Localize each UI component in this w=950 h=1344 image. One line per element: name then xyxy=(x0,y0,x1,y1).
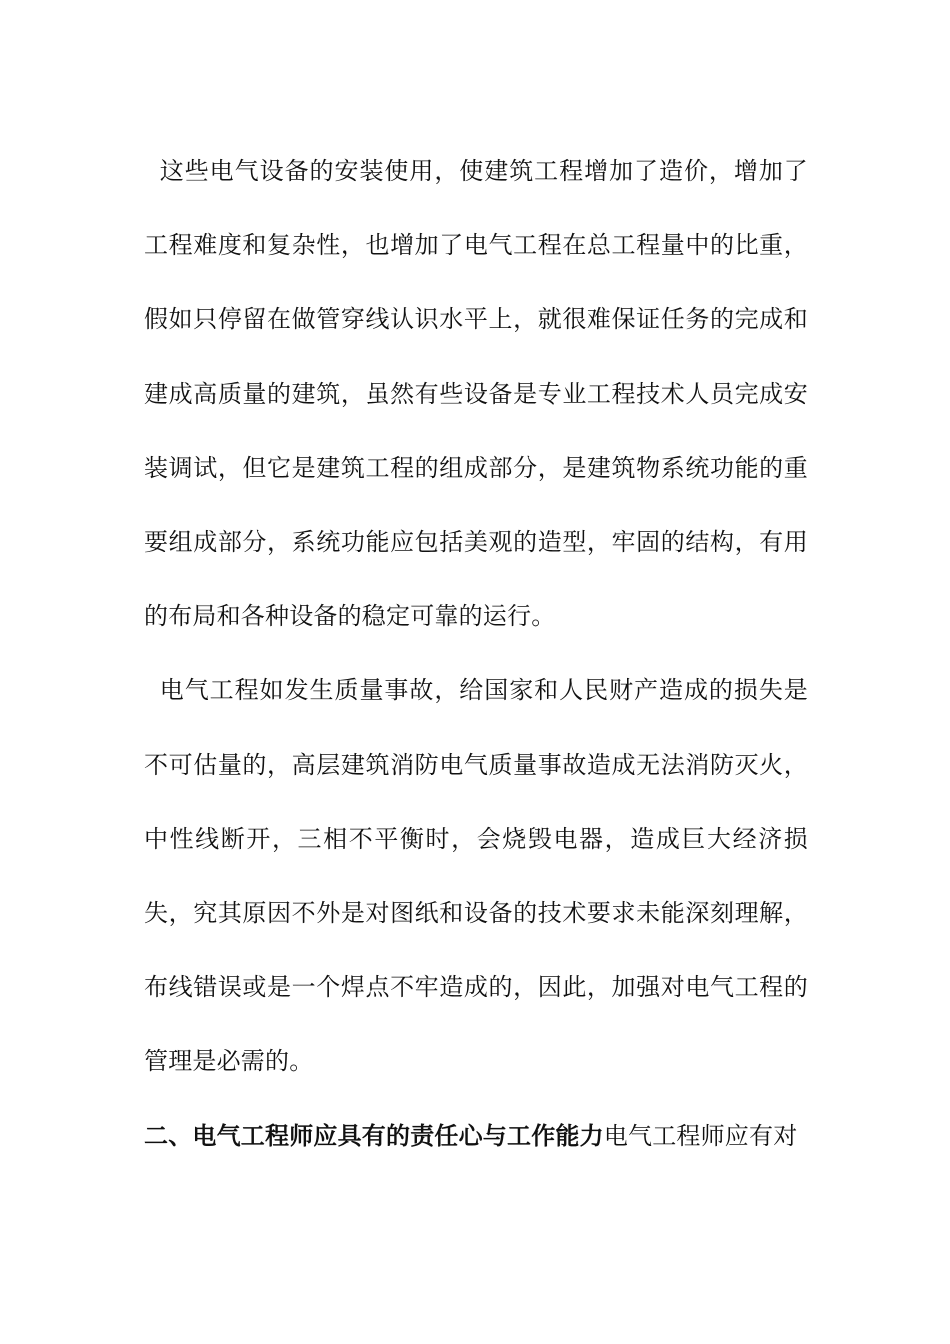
section-text: 电气工程师应有对 xyxy=(603,1121,798,1150)
section-heading: 二、电气工程师应具有的责任心与工作能力 xyxy=(144,1121,604,1150)
paragraph-2 xyxy=(144,653,808,1098)
paragraph-1-text: 这些电气设备的安装使用，使建筑工程增加了造价，增加了工程难度和复杂性，也增加了电气工程在总工程量中的比重，假如只停留在做管穿线认识水平上，就很难保证任务的完成和建成高质量的建筑，虽然有些设备是专业工程技术人员完成安装调试，但它是建筑工程的组成部分，是建筑物系统功能的重要组成部分，系统功能应包括美观的造型，牢固的结构，有用的布局和各种设备的稳定可靠的运行。 xyxy=(144,157,808,631)
paragraph-2-text: 电气工程如发生质量事故，给国家和人民财产造成的损失是不可估量的，高层建筑消防电气质量事故造成无法消防灭火，中性线断开，三相不平衡时，会烧毁电器，造成巨大经济损失，究其原因不外是对图纸和设备的技术要求未能深刻理解，布线错误或是一个焊点不牢造成的，因此，加强对电气工程的管理是必需的。 xyxy=(144,676,808,1076)
paragraph-1 xyxy=(144,134,808,653)
section-paragraph xyxy=(144,1099,808,1173)
document-body xyxy=(144,134,808,1173)
